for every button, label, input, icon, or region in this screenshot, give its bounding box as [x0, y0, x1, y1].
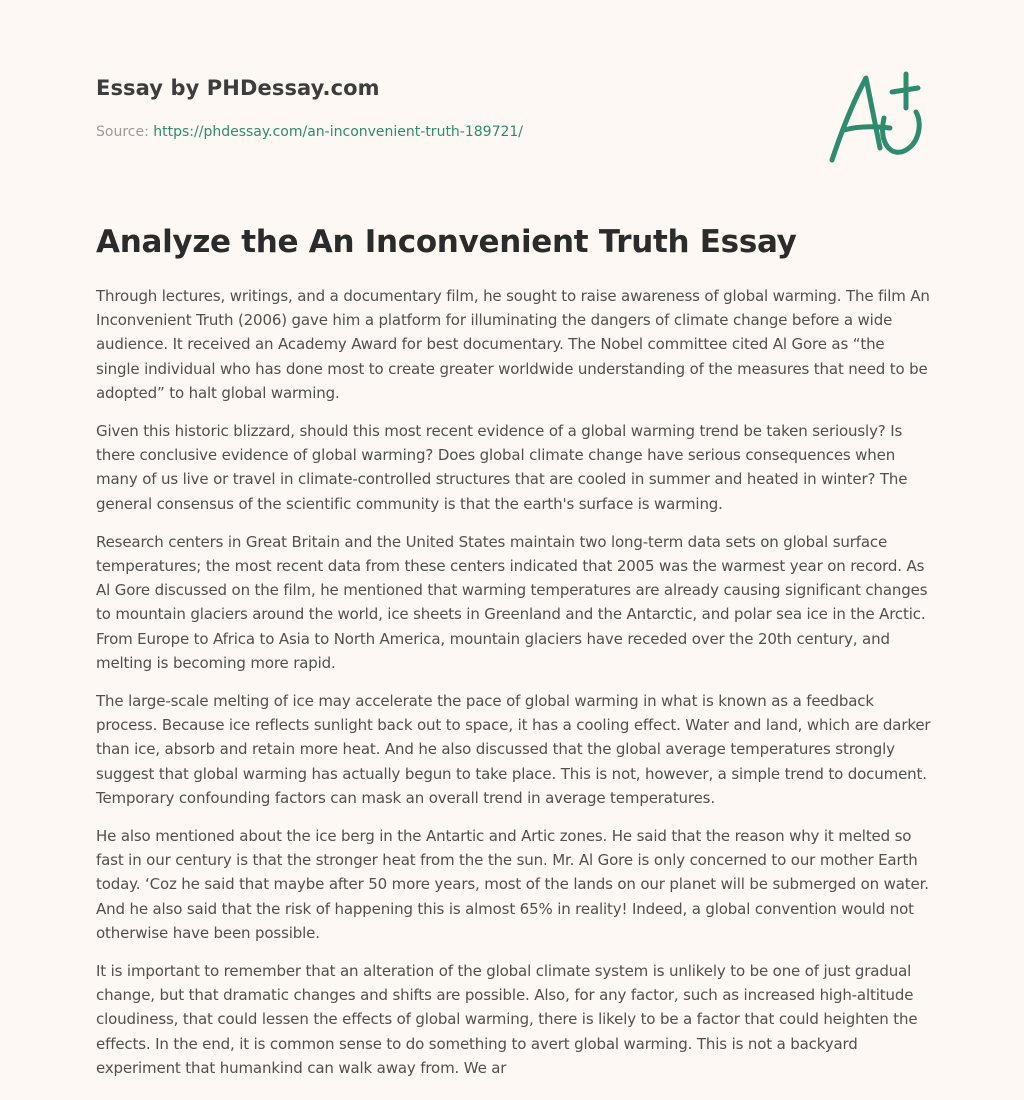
essay-paragraph: He also mentioned about the ice berg in the Antartic and Artic zones. He said that the reason why it melted so fast in our century is that the stronger heat from the the sun. Mr. Al Gore is only concerned to our mother Earth today. ‘Coz he said that maybe after 50 more years, most of the lands on our planet will be submerged on water. And he also said that the risk of happening this is almost 65% in reality! Indeed, a global convention would not otherwise have been possible. [96, 827, 929, 942]
page-header [96, 0, 928, 190]
a-plus-logo-icon [826, 68, 930, 164]
site-brand: Essay by PHDessay.com [96, 76, 380, 100]
source-line [96, 124, 523, 140]
essay-paragraph: Through lectures, writings, and a documentary film, he sought to raise awareness of global warming. The film An Inconvenient Truth (2006) gave him a platform for illuminating the dangers of climate change before a wide audience. It received an Academy Award for best documentary. The Nobel committee cited Al Gore as “the single individual who has done most to create greater worldwide understanding of the measures that need to be adopted” to halt global warming. [96, 287, 930, 402]
essay-title: Analyze the An Inconvenient Truth Essay [96, 224, 797, 260]
essay-paragraph: It is important to remember that an alteration of the global climate system is unlikely to be one of just gradual change, but that dramatic changes and shifts are possible. Also, for any factor, such as increased high-altitude cloudiness, that could lessen the effects of global warming, there is likely to be a factor that could heighten the effects. In the end, it is common sense to do something to avert global warming. This is not a backyard experiment that humankind can walk away from. We ar [96, 962, 918, 1077]
source-label: Source: [96, 124, 154, 140]
essay-body [96, 284, 932, 1094]
essay-paragraph: Given this historic blizzard, should this most recent evidence of a global warming trend be taken seriously? Is there conclusive evidence of global warming? Does global climate change have serious consequences when many of us live or travel in climate-controlled structures that are cooled in summer and heated in winter? The general consensus of the scientific community is that the earth's surface is warming. [96, 422, 908, 513]
essay-paragraph: The large-scale melting of ice may accelerate the pace of global warming in what is known as a feedback process. Because ice reflects sunlight back out to space, it has a cooling effect. Water and land, which are darker than ice, absorb and retain more heat. And he also discussed that the global average temperatures strongly suggest that global warming has actually begun to take place. This is not, however, a simple trend to document. Temporary confounding factors can mask an overall trend in average temperatures. [96, 692, 931, 807]
essay-paragraph: Research centers in Great Britain and the United States maintain two long-term data sets on global surface temperatures; the most recent data from these centers indicated that 2005 was the warmest year on record. As Al Gore discussed on the film, he mentioned that warming temperatures are already causing significant changes to mountain glaciers around the world, ice sheets in Greenland and the Antarctic, and polar sea ice in the Arctic. From Europe to Africa to Asia to North America, mountain glaciers have receded over the 20th century, and melting is becoming more rapid. [96, 532, 928, 672]
source-link[interactable]: https://phdessay.com/an-inconvenient-truth-189721/ [153, 124, 524, 140]
